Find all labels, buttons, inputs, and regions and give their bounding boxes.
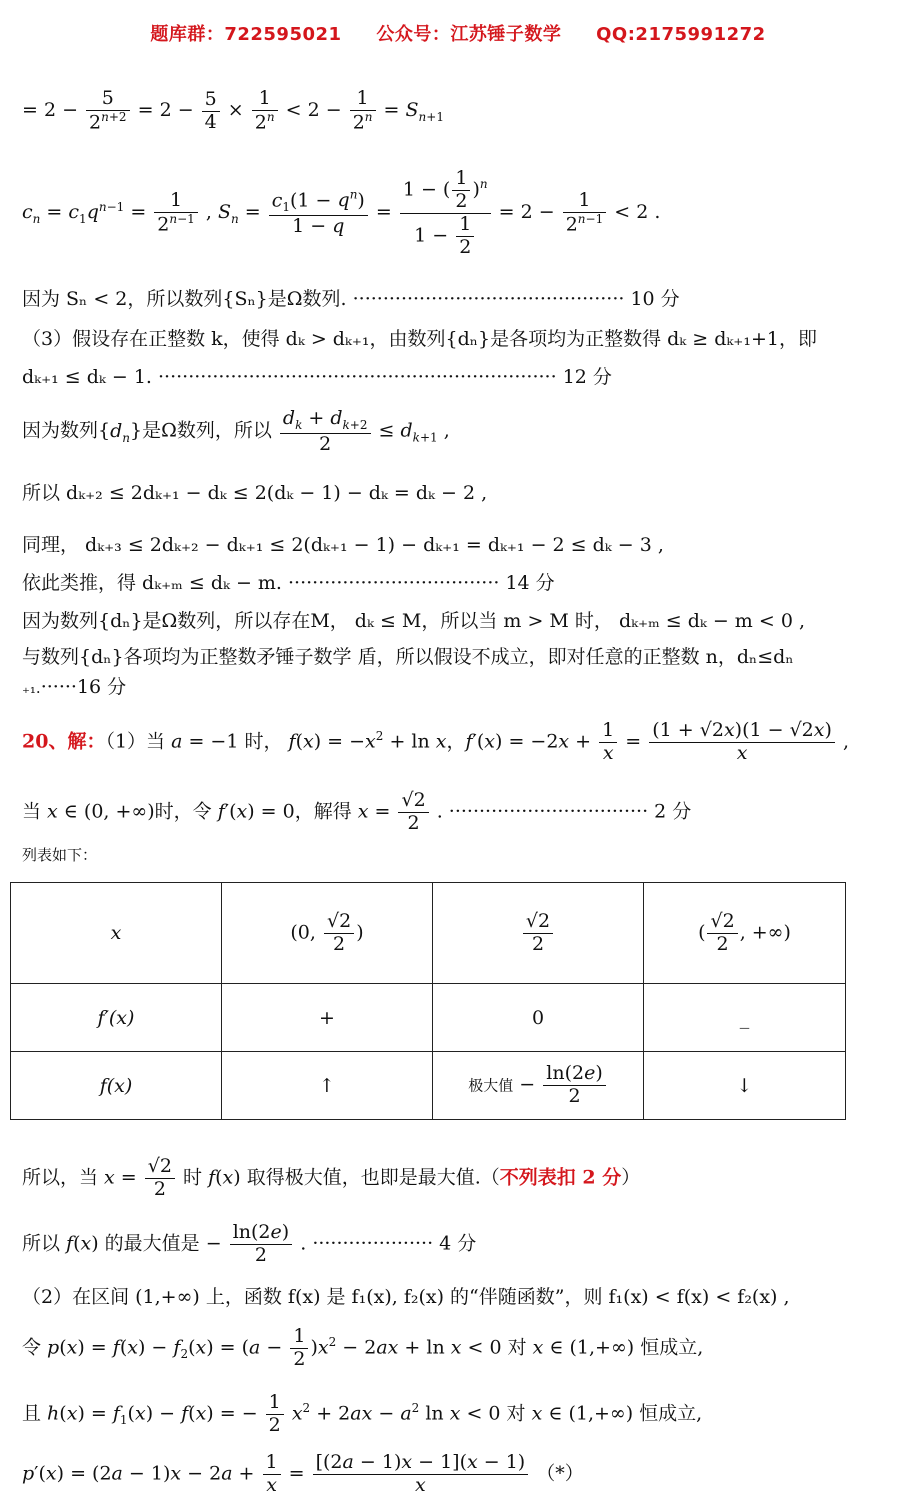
cell-f-1: ↑ [222,1052,433,1120]
text-line-9: 依此类推，得 dₖ₊ₘ ≤ dₖ − m. ··································· 14 分 [22,572,555,594]
eq-line-1: = 2 − $\frac{5}{2^{n+2}}$ = 2 − $\frac{5}{4}$ × $\frac{1}{2^n}$ < 2 − $\frac{1}{2^n}$ = $S_{n+1}$ [22,87,444,134]
table-row [11,1052,846,1120]
after-line-6: p′(x) = (2a − 1)x − 2a + $\frac{1}{x}$ = $\frac{[(2a - 1)x - 1](x - 1)}{x}$ （*） [22,1451,584,1496]
cell-fprime-3: _ [644,984,846,1052]
row-header-x: x [11,883,222,984]
q20-label: 20、解： [22,730,106,753]
ineq-dk: dₖ₊₁ ≤ dₖ − 1. [22,366,152,388]
header-qq: QQ:2175991272 [596,24,766,45]
text-line-10: 因为数列{dₙ}是Ω数列，所以存在M， dₖ ≤ M，所以当 m > M 时， dₖ₊ₘ ≤ dₖ − m < 0 , [22,610,805,632]
after-line-3: （2）在区间 (1,+∞) 上，函数 f(x) 是 f₁(x), f₂(x) 的“伴随函数”，则 f₁(x) < f(x) < f₂(x) , [22,1286,790,1308]
after-line-2: 所以 f(x) 的最大值是 − $\frac{\ln(2e)}{2}$ . ···················· 4 分 [22,1221,477,1266]
text-line-3: 因为 Sₙ < 2，所以数列{Sₙ}是Ω数列. ············································· 10 分 [22,288,680,310]
q20-line-1: 20、解：（1）当 a = −1 时， $f(x) = -x^2 + \ln x$，f′(x) = −2x + $\frac{1}{x}$ = $\frac{(1 + √2x)(1 - √2x)}{x}$ , [22,719,849,764]
text-line-7: 所以 dₖ₊₂ ≤ 2dₖ₊₁ − dₖ ≤ 2(dₖ − 1) − dₖ = dₖ − 2 , [22,482,488,504]
score-16: ······16 分 [40,676,127,698]
col-interval-1: (0, $\frac{√2}{2}$ ) [222,883,433,984]
table-row [11,883,846,984]
table-row [11,984,846,1052]
score-10: 10 分 [630,288,680,310]
after-line-5: 且 $h(x) = f_1(x) - f(x)$ = − $\frac{1}{2}$ $x^2 + 2ax - a^2$ ln x < 0 对 x ∈ (1,+∞) 恒成立, [22,1391,703,1436]
text-line-11: 与数列{dₙ}各项均为正整数矛锤子数学 盾，所以假设不成立，即对任意的正整数 n，dₙ≤dₙ [22,646,794,668]
cell-fprime-2: 0 [433,984,644,1052]
col-interval-2: $\frac{√2}{2}$ [433,883,644,984]
header-banner [0,20,916,46]
after-line-4: 令 $p(x) = f(x) - f_2(x) = (a$ − $\frac{1}{2}$ )$x^2 - 2ax + \ln x < 0$ 对 x ∈ (1,+∞) 恒成立, [22,1325,704,1370]
monotonicity-table [10,882,846,1120]
q20-line-2: 当 x ∈ (0, +∞)时，令 f′(x) = 0，解得 x = $\frac{√2}{2}$ . ································· 2 分 [22,789,692,834]
text-line-5: dₖ₊₁ ≤ dₖ − 1. ·································································· 12 分 [22,366,612,388]
after-line-1: 所以，当 x = $\frac{√2}{2}$ 时 f(x) 取得极大值，也即是最大值.（不列表扣 2 分） [22,1155,641,1200]
text-line-12: ₊₁.······16 分 [22,676,127,698]
score-2: 2 分 [654,800,692,823]
induction-result: 依此类推，得 dₖ₊ₘ ≤ dₖ − m. [22,572,282,594]
q20-line-3: 列表如下： [22,846,98,864]
cell-fprime-1: + [222,984,433,1052]
deduction-note: 不列表扣 2 分 [499,1166,622,1189]
text-line-4: （3）假设存在正整数 k，使得 dₖ > dₖ₊₁，由数列{dₙ}是各项均为正整数得 dₖ ≥ dₖ₊₁+1，即 [22,328,817,350]
score-12: 12 分 [562,366,612,388]
text-line-8: 同理， dₖ₊₃ ≤ 2dₖ₊₂ − dₖ₊₁ ≤ 2(dₖ₊₁ − 1) − dₖ₊₁ = dₖ₊₁ − 2 ≤ dₖ − 3 , [22,534,664,556]
score-14: 14 分 [505,572,555,594]
col-interval-3: ( $\frac{√2}{2}$ , +∞) [644,883,846,984]
score-4: 4 分 [439,1232,477,1255]
eq-line-2: $c_n = c_1q^{n-1}$ = $\frac{1}{2^{n-1}}$ , $S_n$ = $\frac{c_1(1 - q^n)}{1 - q}$ = 1 − ( $\frac{1}{2}$ )$^n$ 1 − $\frac{1}{2}$ = 2 − $\frac{1}{2^{n-1}}$ < 2 . [22,167,661,258]
cell-f-3: ↓ [644,1052,846,1120]
cell-f-2: 极大值 − $\frac{\ln(2e)}{2}$ [433,1052,644,1120]
row-header-fprime: f′(x) [11,984,222,1052]
row-header-f: f(x) [11,1052,222,1120]
conclusion-omega: 因为 Sₙ < 2，所以数列{Sₙ}是Ω数列. [22,288,347,310]
text-line-6: 因为数列$\{d_n\}$是Ω数列，所以 $\frac{d_k + d_{k+2}}{2}$ ≤ $d_{k+1}$ , [22,407,450,455]
header-account: 公众号：江苏锤子数学 [376,24,562,45]
header-group: 题库群：722595021 [150,24,342,45]
